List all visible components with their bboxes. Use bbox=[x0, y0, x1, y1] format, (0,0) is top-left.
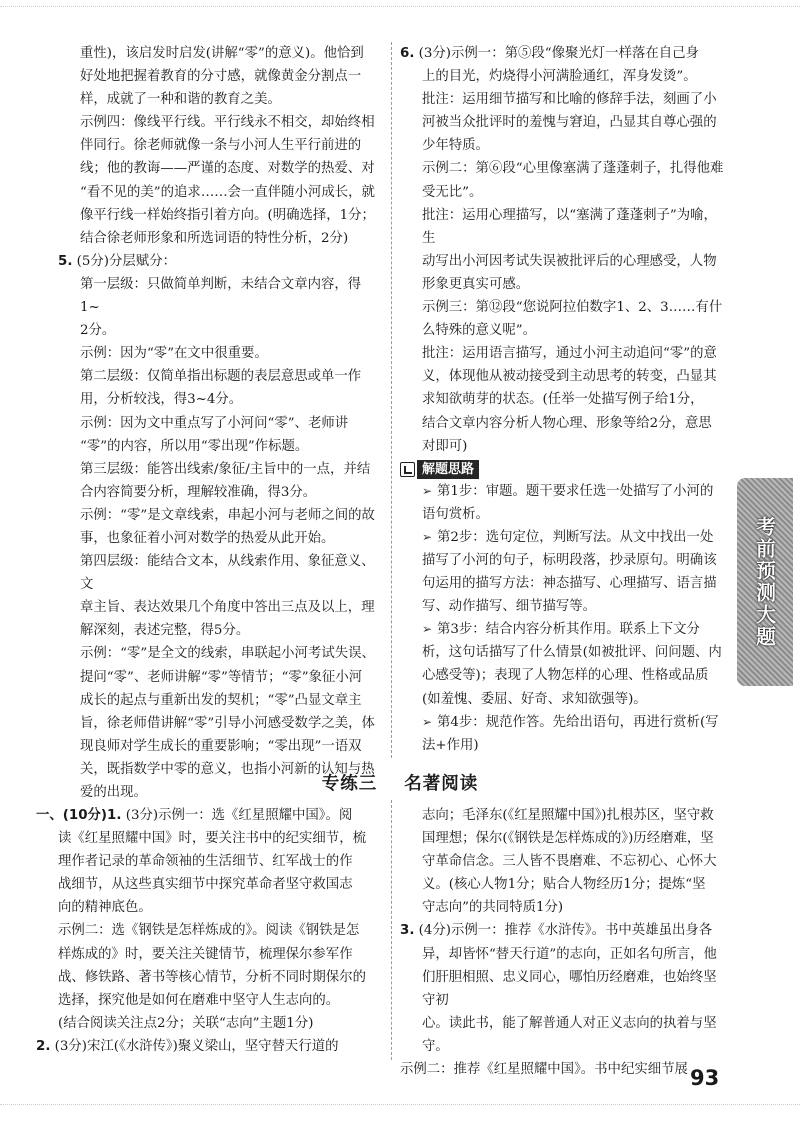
line-text: 么特殊的意义呢”。 bbox=[422, 323, 536, 339]
side-tab-label: 考前预测大题 bbox=[752, 516, 777, 648]
text-line bbox=[400, 181, 726, 204]
text-line bbox=[400, 157, 726, 180]
line-text: 重性)，该启发时启发(讲解“零”的意义)。他恰到 bbox=[80, 46, 364, 61]
line-text: (结合阅读关注点2分；关联“志向”主题1分) bbox=[58, 1015, 314, 1031]
text-line bbox=[400, 804, 726, 827]
step-line bbox=[400, 641, 726, 664]
text-line bbox=[400, 435, 726, 458]
line-text: (4分)示例一：推荐《水浒传》。书中英雄虽出身各 bbox=[418, 923, 713, 939]
line-text: 写、动作描写、细节描写等。 bbox=[422, 599, 597, 615]
line-text: 国理想；保尔(《钢铁是怎样炼成的》)历经磨难，坚 bbox=[422, 831, 714, 847]
right-bottom-column bbox=[400, 804, 726, 1081]
line-text: 析，这句话描写了什么情景(如被批评、问问题、内 bbox=[422, 645, 722, 661]
page-number: 93 bbox=[690, 1066, 720, 1090]
line-text: 守志向”的共同特质1分) bbox=[422, 900, 564, 916]
line-text: 示例：“零”是文章线索，串起小河与老师之间的故 bbox=[80, 507, 375, 523]
bottom-dotted-rule bbox=[0, 1104, 800, 1105]
line-text: (3分)宋江(《水浒传》)聚义梁山，坚守替天行道的 bbox=[54, 1038, 339, 1054]
line-text: 求知欲萌芽的状态。(任举一处描写例子给1分， bbox=[422, 392, 704, 408]
text-line bbox=[400, 250, 726, 273]
line-text: 事，也象征着小河对数学的热爱从此开始。 bbox=[80, 530, 335, 546]
text-line bbox=[400, 365, 726, 388]
line-text: 心感受等)；表现了人物怎样的心理、性格或品质 bbox=[422, 668, 709, 684]
line-text: 河被当众批评时的羞愧与窘迫，凸显其自尊心强的 bbox=[422, 115, 717, 131]
text-line bbox=[58, 134, 380, 157]
text-line bbox=[36, 943, 382, 966]
line-text: 示例三：第⑫段“您说阿拉伯数字1、2、3……有什 bbox=[422, 300, 723, 316]
line-text: 选择，探究他是如何在磨难中坚守人生志向的。 bbox=[58, 992, 340, 1008]
line-text: 第二层级：仅简单指出标题的表层意思或单一作 bbox=[80, 369, 362, 385]
text-line bbox=[400, 850, 726, 873]
text-line bbox=[400, 134, 726, 157]
line-text: 示例二：第⑥段“心里像塞满了蓬蓬刺子，扎得他难 bbox=[422, 161, 724, 177]
step-line bbox=[400, 688, 726, 711]
line-text: 好处地把握着教育的分寸感，就像黄金分割点一 bbox=[80, 69, 362, 85]
step-arrow-icon: ➢ bbox=[422, 483, 433, 498]
line-text: 批注：运用心理描写，以“塞满了蓬蓬刺子”为喻，生 bbox=[422, 207, 717, 246]
line-text: 章主旨、表达效果几个角度中答出三点及以上，理 bbox=[80, 600, 375, 616]
line-text: 第4步：规范作答。先给出语句，再进行赏析(写 bbox=[437, 714, 719, 730]
text-line bbox=[400, 1058, 726, 1081]
line-text: 批注：运用细节描写和比喻的修辞手法，刻画了小 bbox=[422, 92, 717, 108]
text-line bbox=[58, 250, 380, 273]
section-title bbox=[0, 770, 800, 795]
column-divider bbox=[391, 42, 392, 758]
step-line bbox=[400, 595, 726, 618]
question-number: 2. bbox=[36, 1038, 51, 1054]
step-line bbox=[400, 503, 726, 526]
line-text: “看不见的美”的追求……会一直伴随小河成长，就 bbox=[80, 184, 375, 200]
line-text: 上的目光，灼烧得小河满脸通红，浑身发烫”。 bbox=[422, 69, 697, 85]
solution-badge: 解题思路 bbox=[417, 460, 479, 479]
text-line bbox=[58, 550, 380, 596]
line-text: 句运用的描写方法：神态描写、心理描写、语言描 bbox=[422, 576, 717, 592]
line-text: 受无比”。 bbox=[422, 184, 483, 200]
text-line bbox=[58, 642, 380, 665]
question-number: 3. bbox=[400, 923, 415, 939]
text-line bbox=[58, 712, 380, 735]
text-line bbox=[36, 896, 382, 919]
line-text: 旨，徐老师借讲解“零”引导小河感受数学之美，体 bbox=[80, 715, 375, 731]
top-dotted-rule bbox=[0, 6, 800, 7]
line-text: 示例：“零”是全文的线索，串联起小河考试失误、 bbox=[80, 646, 375, 662]
section-name: 名著阅读 bbox=[404, 774, 479, 794]
question-6-answer bbox=[400, 42, 726, 458]
line-text: 第一层级：只做简单判断，未结合文章内容，得1~ bbox=[80, 276, 362, 316]
text-line bbox=[400, 273, 726, 296]
text-line bbox=[36, 873, 382, 896]
text-line bbox=[400, 204, 726, 250]
line-text: 对即可) bbox=[422, 438, 468, 454]
text-line bbox=[36, 1012, 382, 1035]
line-text: 解深刻，表述完整，得5分。 bbox=[80, 623, 250, 639]
text-line bbox=[400, 896, 726, 919]
step-line bbox=[400, 549, 726, 572]
text-line bbox=[58, 596, 380, 619]
side-tab bbox=[737, 478, 793, 686]
step-line bbox=[400, 734, 726, 757]
line-text: 线；他的教诲——严谨的态度、对数学的热爱、对 bbox=[80, 161, 375, 177]
step-arrow-icon: ➢ bbox=[422, 529, 433, 544]
text-line bbox=[58, 342, 380, 365]
text-line bbox=[36, 827, 382, 850]
checkmark-icon bbox=[400, 462, 415, 477]
line-text: 示例二：选《钢铁是怎样炼成的》。阅读《钢铁是怎 bbox=[58, 923, 360, 939]
line-text: 成长的起点与重新出发的契机；“零”凸显文章主 bbox=[80, 692, 362, 708]
text-line bbox=[58, 388, 380, 411]
line-text: 示例二：推荐《红星照耀中国》。书中纪实细节展 bbox=[400, 1062, 688, 1078]
line-text: 描写了小河的句子，标明段落，抄录原句。明确该 bbox=[422, 552, 717, 568]
left-bottom-column bbox=[36, 804, 382, 1058]
text-line bbox=[400, 65, 726, 88]
text-line bbox=[400, 966, 726, 1012]
text-line bbox=[58, 204, 380, 227]
column-divider-bottom bbox=[391, 800, 392, 1060]
line-text: 合内容简要分析，理解较准确，得3分。 bbox=[80, 484, 317, 500]
text-line bbox=[58, 111, 380, 134]
solution-heading bbox=[400, 460, 726, 479]
text-line bbox=[58, 412, 380, 435]
text-line bbox=[58, 319, 380, 342]
text-line bbox=[58, 735, 380, 758]
line-text: 批注：运用语言描写，通过小河主动追问“零”的意 bbox=[422, 346, 717, 362]
text-line bbox=[400, 1012, 726, 1058]
line-text: 2分。 bbox=[80, 323, 116, 339]
line-text: 战、修铁路、著书等核心情节，分析不同时期保尔的 bbox=[58, 969, 366, 985]
line-text: 像平行线一样始终指引着方向。(明确选择，1分； bbox=[80, 207, 375, 223]
line-text: 伴同行。徐老师就像一条与小河人生平行前进的 bbox=[80, 138, 362, 154]
step-line bbox=[400, 711, 726, 734]
text-line bbox=[400, 412, 726, 435]
text-line bbox=[400, 943, 726, 966]
line-text: 示例四：像线平行线。平行线永不相交，却始终相 bbox=[80, 115, 375, 131]
text-line bbox=[36, 1035, 382, 1058]
line-text: 义，体现他从被动接受到主动思考的转变，凸显其 bbox=[422, 369, 717, 385]
line-text: 战细节，从这些真实细节中探究革命者坚守救国志 bbox=[58, 877, 353, 893]
text-line bbox=[58, 88, 380, 111]
text-line bbox=[58, 181, 380, 204]
line-text: 结合文章内容分析人物心理、形象等给2分，意思 bbox=[422, 415, 712, 431]
text-line bbox=[58, 65, 380, 88]
text-line bbox=[400, 319, 726, 342]
line-text: 们肝胆相照、忠义同心，哪怕历经磨难，也始终坚守初 bbox=[422, 969, 717, 1008]
line-text: 少年特质。 bbox=[422, 138, 489, 154]
line-text: (3分)示例一：选《红星照耀中国》。阅 bbox=[125, 808, 353, 823]
line-text: 结合徐老师形象和所选词语的特性分析，2分) bbox=[80, 230, 349, 246]
text-line bbox=[400, 42, 726, 65]
text-line bbox=[58, 273, 380, 319]
line-text: 志向；毛泽东(《红星照耀中国》)扎根苏区，坚守救 bbox=[422, 808, 714, 823]
line-text: 第1步：审题。题干要求任选一处描写了小河的 bbox=[437, 483, 714, 499]
step-line bbox=[400, 618, 726, 641]
text-line bbox=[36, 850, 382, 873]
line-text: “零”的内容，所以用“零出现”作标题。 bbox=[80, 438, 309, 454]
line-text: 动写出小河因考试失误被批评后的心理感受，人物 bbox=[422, 253, 717, 269]
text-line bbox=[400, 388, 726, 411]
line-text: 形象更真实可感。 bbox=[422, 276, 530, 292]
line-text: 提问“零”、老师讲解“零”等情节；“零”象征小河 bbox=[80, 669, 363, 685]
text-line bbox=[400, 342, 726, 365]
text-line bbox=[58, 527, 380, 550]
step-line bbox=[400, 480, 726, 503]
text-line bbox=[58, 481, 380, 504]
line-text: 义。(核心人物1分；贴合人物经历1分；提炼“坚 bbox=[422, 877, 706, 893]
question-number: 一、(10分)1. bbox=[36, 808, 122, 823]
step-line bbox=[400, 572, 726, 595]
line-text: (3分)示例一：第⑤段“像聚光灯一样落在自己身 bbox=[418, 46, 699, 61]
line-text: (如羞愧、委屈、好奇、求知欲强等)。 bbox=[422, 691, 647, 707]
text-line bbox=[58, 157, 380, 180]
text-line bbox=[58, 666, 380, 689]
line-text: 向的精神底色。 bbox=[58, 900, 152, 916]
text-line bbox=[400, 873, 726, 896]
text-line bbox=[58, 689, 380, 712]
line-text: 样炼成的》时，要关注关键情节，梳理保尔参军作 bbox=[58, 946, 353, 962]
line-text: 爱的出现。 bbox=[80, 785, 147, 800]
line-text: 心。读此书，能了解普通人对正义志向的执着与坚守。 bbox=[422, 1015, 717, 1054]
text-line bbox=[400, 827, 726, 850]
question-number: 5. bbox=[58, 253, 73, 269]
text-line bbox=[36, 989, 382, 1012]
line-text: 关，既指数学中零的意义，也指小河新的认知与热 bbox=[80, 761, 375, 777]
line-text: 第2步：选句定位，判断写法。从文中找出一处 bbox=[437, 529, 714, 545]
line-text: 法+作用) bbox=[422, 737, 479, 753]
line-text: 样，成就了一种和谐的教育之美。 bbox=[80, 92, 281, 108]
line-text: 语句赏析。 bbox=[422, 506, 489, 522]
text-line bbox=[400, 919, 726, 942]
text-line bbox=[58, 619, 380, 642]
question-number: 6. bbox=[400, 46, 415, 61]
right-column bbox=[400, 42, 726, 757]
text-line bbox=[400, 88, 726, 111]
step-line bbox=[400, 664, 726, 687]
text-line bbox=[36, 919, 382, 942]
text-line bbox=[58, 227, 380, 250]
text-line bbox=[58, 365, 380, 388]
solution-steps bbox=[400, 480, 726, 757]
step-arrow-icon: ➢ bbox=[422, 622, 433, 637]
line-text: 读《红星照耀中国》时，要关注书中的纪实细节，梳 bbox=[58, 831, 366, 847]
section-number: 专练三 bbox=[321, 774, 378, 794]
line-text: 第3步：结合内容分析其作用。联系上下文分 bbox=[437, 622, 700, 638]
text-line bbox=[58, 504, 380, 527]
text-line bbox=[58, 435, 380, 458]
step-arrow-icon: ➢ bbox=[422, 714, 433, 729]
line-text: 用，分析较浅，得3~4分。 bbox=[80, 392, 243, 408]
text-line bbox=[36, 966, 382, 989]
line-text: 现良师对学生成长的重要影响；“零出现”一语双 bbox=[80, 738, 362, 754]
line-text: 守革命信念。三人皆不畏磨难、不忘初心、心怀大 bbox=[422, 854, 717, 870]
text-line bbox=[58, 458, 380, 481]
left-column bbox=[58, 42, 380, 804]
text-line bbox=[36, 804, 382, 827]
line-text: 第四层级：能结合文本，从线索作用、象征意义、文 bbox=[80, 554, 375, 593]
line-text: 示例：因为“零”在文中很重要。 bbox=[80, 346, 268, 362]
step-line bbox=[400, 526, 726, 549]
text-line bbox=[400, 296, 726, 319]
text-line bbox=[400, 111, 726, 134]
line-text: (5分)分层赋分： bbox=[76, 253, 176, 269]
line-text: 第三层级：能答出线索/象征/主旨中的一点，并结 bbox=[80, 461, 371, 477]
line-text: 示例：因为文中重点写了小河问“零”、老师讲 bbox=[80, 415, 349, 431]
line-text: 异，却皆怀“替天行道”的志向，正如名句所言，他 bbox=[422, 946, 717, 962]
text-line bbox=[58, 42, 380, 65]
line-text: 理作者记录的革命领袖的生活细节、红军战士的作 bbox=[58, 854, 353, 870]
